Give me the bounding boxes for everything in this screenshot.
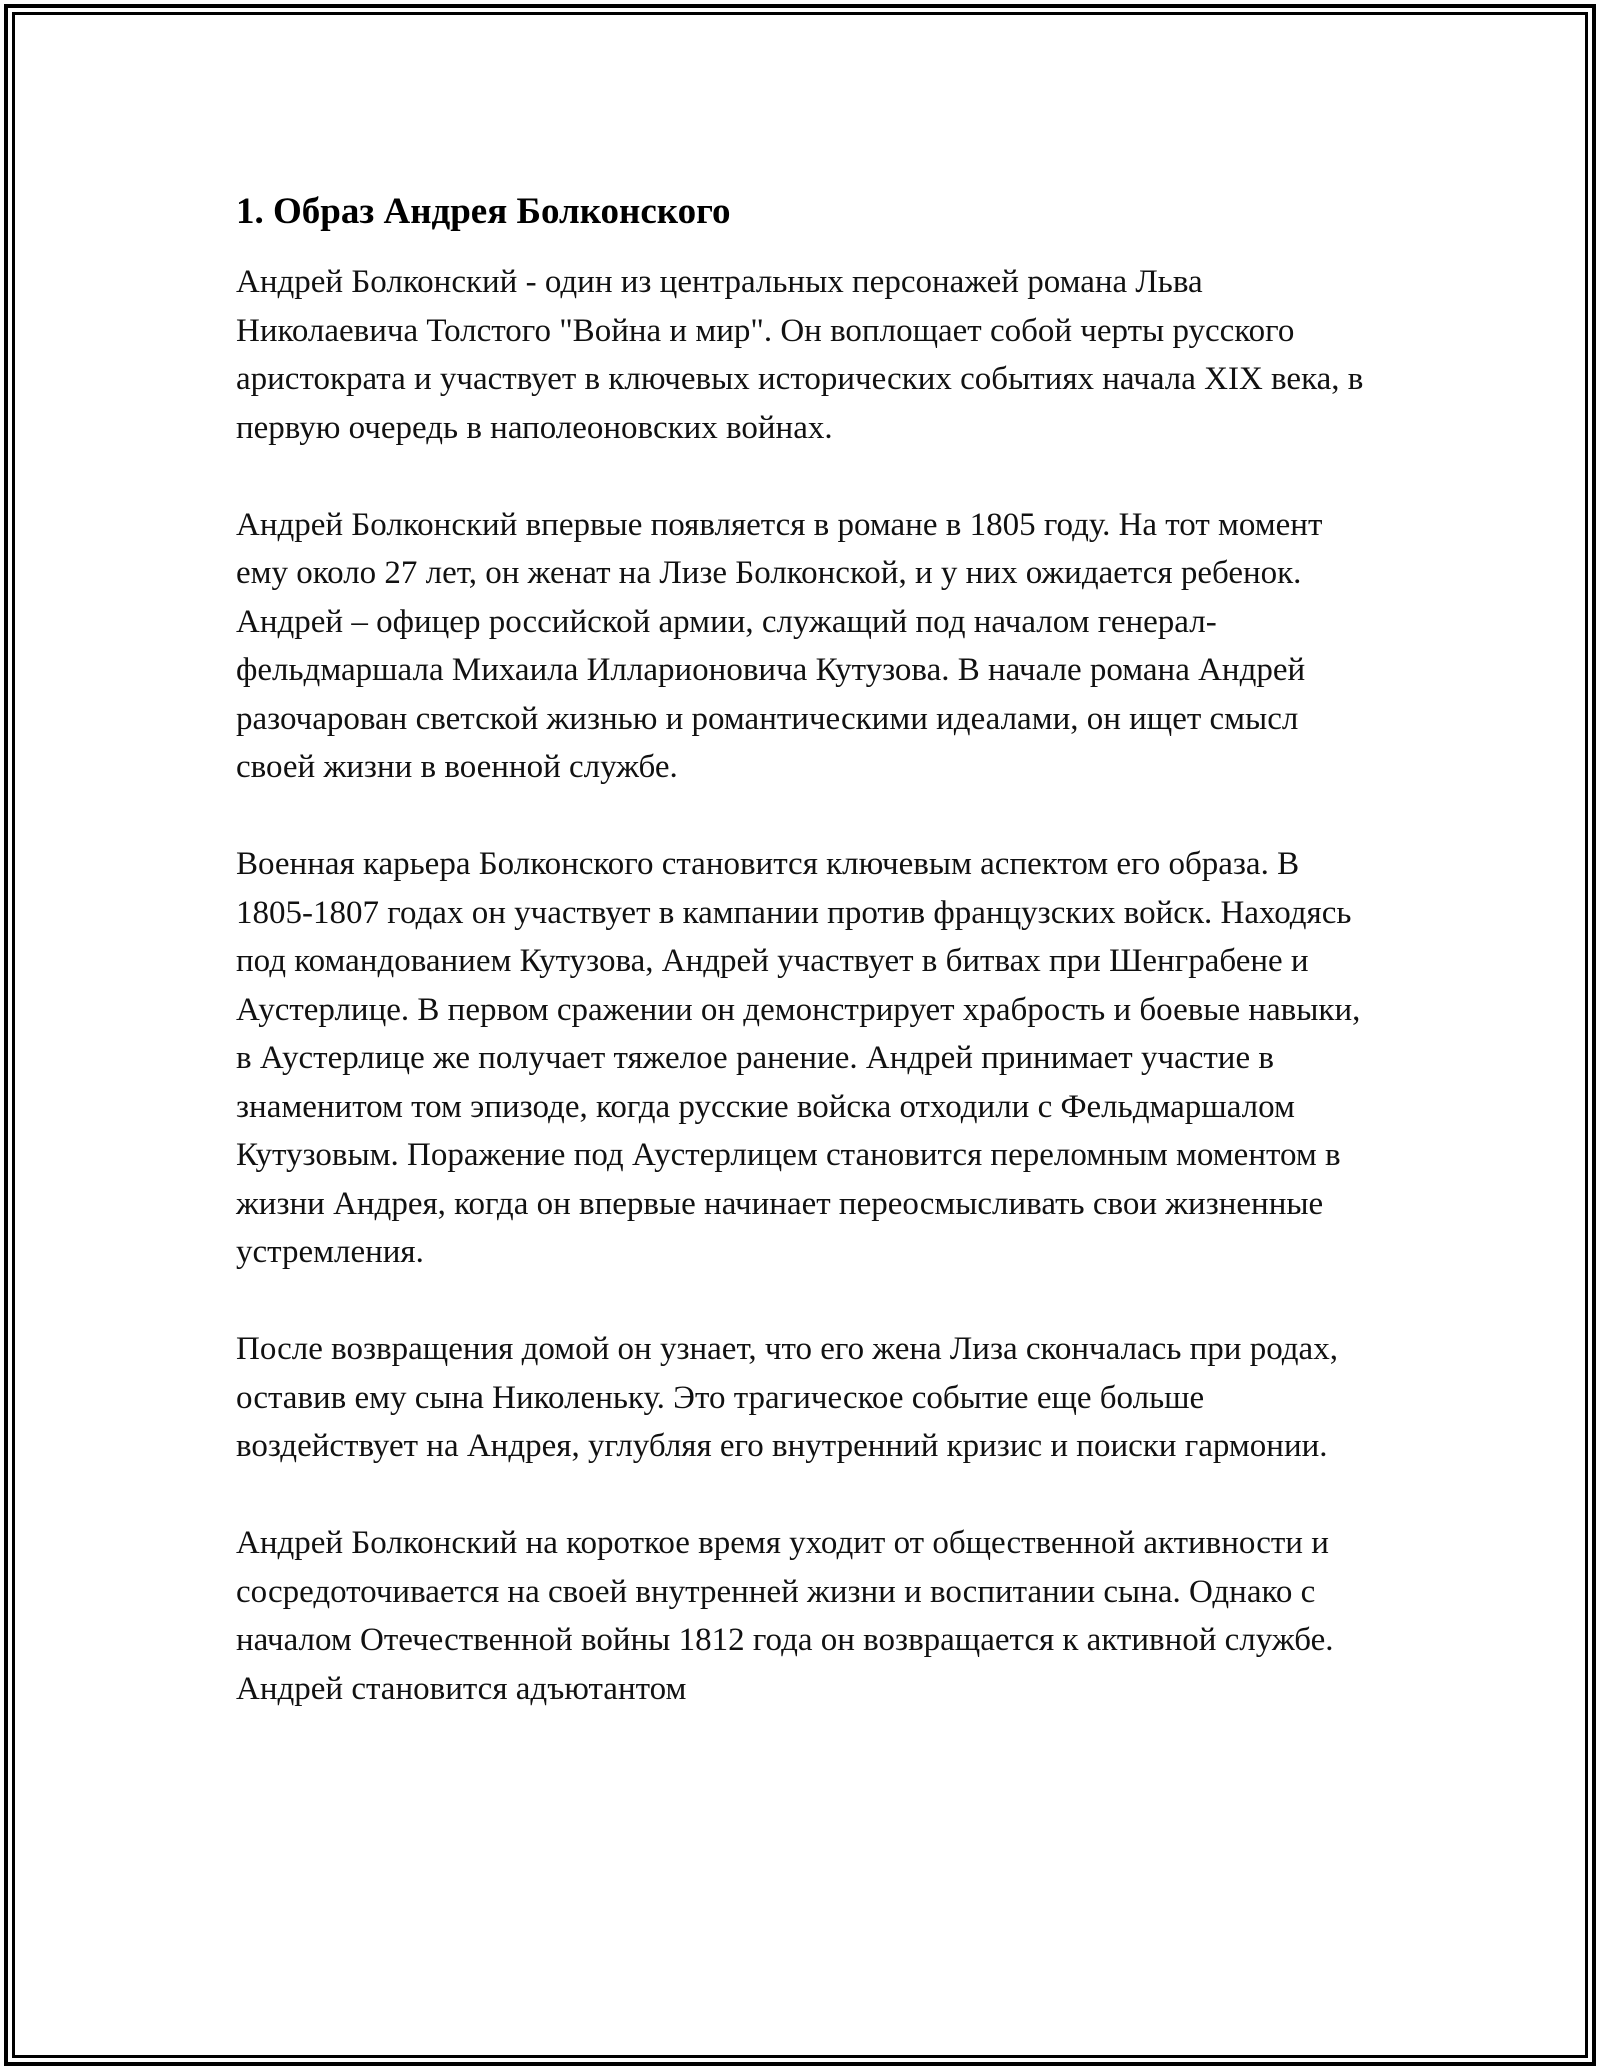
section-heading: 1. Образ Андрея Болконского bbox=[236, 191, 731, 232]
document-body bbox=[236, 186, 1376, 1762]
paragraph-military-career: Военная карьера Болконского становится ключевым аспектом его образа. В 1805-1807 годах он участвует в кампании против французских войск. Находясь под командованием Кутузова, Андрей участвует в битвах при Шенграбене и Аустерлице. В первом сражении он демонстрирует храбрость и боевые навыки, в Аустерлице же получает тяжелое ранение. Андрей принимает участие в знаменитом том эпизоде, когда русские войска отходили с Фельдмаршалом Кутузовым. Поражение под Аустерлицем становится переломным моментом в жизни Андрея, когда он впервые начинает переосмысливать свои жизненные устремления. bbox=[236, 846, 1361, 1270]
paragraph-war-1812: Андрей Болконский на короткое время уходит от общественной активности и сосредоточивается на своей внутренней жизни и воспитании сына. Однако с началом Отечественной войны 1812 года он возвращается к активной службе. Андрей становится адъютантом bbox=[236, 1525, 1334, 1707]
paragraph-return-home: После возвращения домой он узнает, что его жена Лиза скончалась при родах, оставив ему сына Николеньку. Это трагическое событие еще больше воздействует на Андрея, углубляя его внутренний кризис и поиски гармонии. bbox=[236, 1331, 1338, 1464]
paragraph-intro: Андрей Болконский - один из центральных персонажей романа Льва Николаевича Толстого "Война и мир". Он воплощает собой черты русского аристократа и участвует в ключевых исторических событиях начала XIX века, в первую очередь в наполеоновских войнах. bbox=[236, 264, 1364, 446]
paragraph-first-appearance: Андрей Болконский впервые появляется в романе в 1805 году. На тот момент ему около 27 лет, он женат на Лизе Болконской, и у них ожидается ребенок. Андрей – офицер российской армии, служащий под началом генерал-фельдмаршала Михаила Илларионовича Кутузова. В начале романа Андрей разочарован светской жизнью и романтическими идеалами, он ищет смысл своей жизни в военной службе. bbox=[236, 506, 1323, 785]
